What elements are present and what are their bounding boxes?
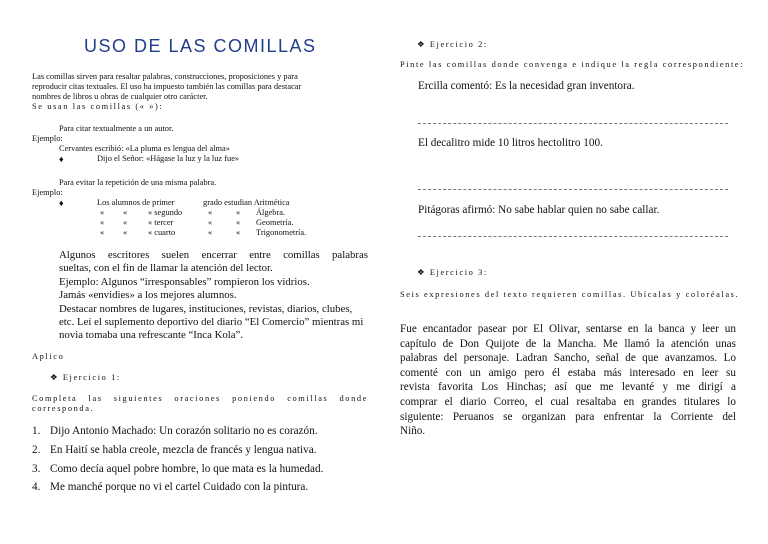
paragraph-line: palabras del personaje. Ladran Sancho, señal de que avanzamos. Lo [400,352,736,365]
ejercicio3-label [417,268,488,278]
table-cell: « [123,218,128,227]
paragraph-line: comenté con un amigo pero él estaba más interesado en leer su [400,366,736,379]
ejemplo-label: Ejemplo: [32,134,63,143]
table-cell: « [236,218,241,227]
ejercicio1-list [32,424,372,495]
intro-line: reproducir citas textuales. El uso ha impuesto también las comillas para destacar [32,82,302,91]
item-text: Dijo Antonio Machado: Un corazón solitario no es corazón. [50,425,318,437]
list-item [32,462,372,476]
table-cell: « segundo [148,208,183,217]
table-cell: « [123,228,128,237]
paragraph-line: Niño. [400,425,426,438]
table-cell: « cuarto [148,228,176,237]
ejercicio2-label [417,40,488,50]
table-cell: « [208,228,213,237]
ejemplo-label: Ejemplo: [32,188,63,197]
example-line [32,154,368,164]
paragraph-line: Jamás «envidies» a los mejores alumnos. [59,289,237,302]
table-cell: « [236,208,241,217]
item-number: 3. [32,462,41,475]
ejercicio3-instructions: Seis expresiones del texto requieren comillas. Ubícalas y coloréalas. [400,290,740,299]
item-number: 4. [32,481,41,494]
diamond-bullet-icon: ♦ [59,154,64,164]
paragraph-line: Ejemplo: Algunos “irresponsables” rompieron los vidrios. [59,275,310,288]
ejercicio2-sentence: Pitágoras afirmó: No sabe hablar quien no sabe callar. [418,204,660,216]
list-item [32,424,372,438]
table-row [32,228,368,238]
ejercicio-label-text: Ejercicio 1: [62,373,121,382]
instruction-line: Completa las siguientes oraciones poniendo comillas donde [32,394,368,403]
paragraph-line: siguiente: Peruanos se organizan para enfrentar la Corriente del [400,410,736,423]
table-cell: Los alumnos de primer [97,198,175,207]
table-cell: grado estudian Aritmética [203,198,290,207]
ejercicio-bullet-icon: ❖ [417,40,427,49]
paragraph-line: Destacar nombres de lugares, instituciones, revistas, diarios, clubes, [59,302,353,315]
table-cell: « [100,228,105,237]
table-cell: « [100,208,105,217]
usage-heading: Para citar textualmente a un autor. [59,124,174,133]
ejercicio1-label [50,373,121,383]
intro-line: nombres de libros u obras de cualquier otro carácter. [32,92,208,101]
paragraph-line: sueltas, con el fin de llamar la atención del lector. [59,262,273,275]
paragraph-line: Algunos escritores suelen encerrar entre comillas palabras [59,249,368,261]
ejercicio-bullet-icon: ❖ [50,373,60,382]
item-text: En Haití se habla creole, mezcla de francés y lengua nativa. [50,443,317,456]
paragraph-line: revista favorita Los Hinchas; así que me levanté y me dirigí a [400,381,736,394]
paragraph-line: etc. Leí el suplemento deportivo del diario “El Comercio” mientras mi [59,316,364,329]
ejercicio1-instructions [32,394,368,414]
paragraph-line: novia tomaba una refrescante “Inca Kola”. [59,329,244,342]
aplico-label: Aplico [32,352,65,361]
example-text: Dijo el Señor: «Hágase la luz y la luz fue» [97,154,240,163]
usage-heading: Para evitar la repetición de una misma palabra. [59,178,217,187]
intro-text [32,72,368,112]
list-item [32,480,372,494]
intro-line: Se usan las comillas (« »): [32,102,164,111]
table-cell: « [123,208,128,217]
paragraph-line: Fue encantador pasear por El Olivar, sentarse en la banca y leer un [400,323,736,335]
ejercicio-label-text: Ejercicio 2: [429,40,488,49]
answer-line [418,189,728,190]
usage-repeticion [32,178,368,238]
item-text: Como decía aquel pobre hombre, lo que mata es la humedad. [50,462,324,475]
quotes-paragraph [59,249,368,343]
list-item [32,443,372,457]
item-number: 1. [32,425,41,437]
ejercicio-label-text: Ejercicio 3: [429,268,488,277]
item-number: 2. [32,443,41,456]
page-title: USO DE LAS COMILLAS [84,36,317,56]
table-cell: « [208,208,213,217]
table-cell: « tercer [148,218,174,227]
usage-citar [32,124,368,164]
ejercicio-bullet-icon: ❖ [417,268,427,277]
diamond-bullet-icon: ♦ [59,198,64,208]
intro-line: Las comillas sirven para resaltar palabras, construcciones, proposiciones y para [32,72,298,81]
ejercicio2-sentence: El decalitro mide 10 litros hectolitro 100. [418,137,603,149]
example-line: Cervantes escribió: «La pluma es lengua del alma» [59,144,230,153]
table-cell: « [100,218,105,227]
paragraph-line: comprar el diario Correo, el cual resaltaba en grandes titulares lo [400,395,736,408]
table-row [32,218,368,228]
paragraph-line: capítulo de Don Quijote de la Mancha. Me llamó la atención unas [400,337,736,350]
answer-line [418,236,728,237]
table-cell: « [208,218,213,227]
ejercicio3-paragraph [400,322,736,439]
table-cell: Álgebra. [256,208,286,217]
table-cell: « [236,228,241,237]
table-cell: Trigonometría. [256,228,307,237]
ejercicio2-instructions: Pinte las comillas donde convenga e indique la regla correspondiente: [400,60,745,69]
table-row [32,198,368,208]
instruction-line: corresponda. [32,404,95,413]
item-text: Me manché porque no vi el cartel Cuidado con la pintura. [50,481,309,494]
answer-line [418,123,728,124]
table-cell: Geometría. [256,218,294,227]
table-row [32,208,368,218]
ejercicio2-sentence: Ercilla comentó: Es la necesidad gran inventora. [418,80,635,92]
